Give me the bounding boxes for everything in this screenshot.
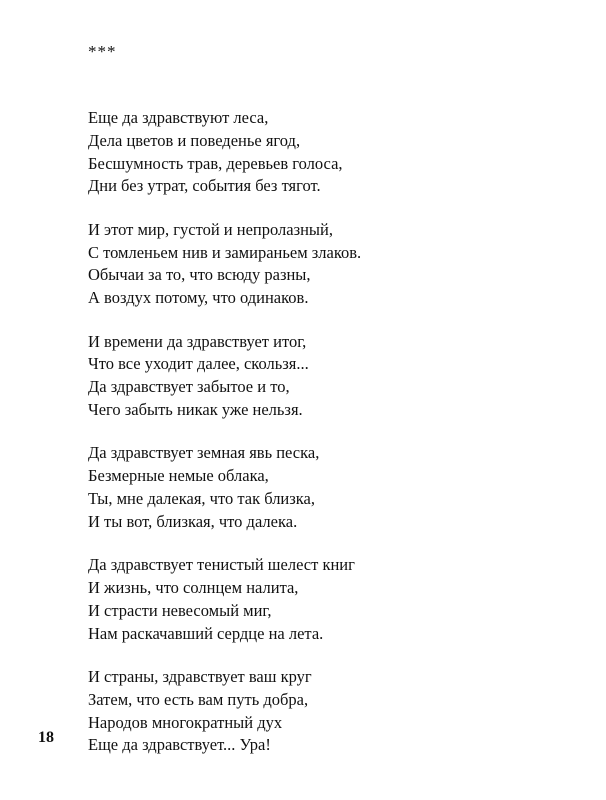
poem-line: Ты, мне далекая, что так близка,	[88, 488, 315, 508]
poem-line: И страсти невесомый миг,	[88, 600, 272, 620]
poem-line: Да здравствует забытое и то,	[88, 377, 290, 397]
poem-line: Обычаи за то, что всюду разны,	[88, 265, 311, 285]
poem-line: Да здравствует тенистый шелест книг	[88, 555, 355, 575]
poem-line: Что все уходит далее, скользя...	[88, 354, 309, 374]
poem	[88, 107, 568, 778]
stanza	[88, 442, 568, 533]
poem-line: Бесшумность трав, деревьев голоса,	[88, 153, 343, 173]
section-divider: ***	[88, 42, 117, 61]
poem-line: Дни без утрат, события без тягот.	[88, 176, 321, 196]
stanza	[88, 666, 568, 757]
stanza	[88, 219, 568, 310]
poem-line: Затем, что есть вам путь добра,	[88, 689, 309, 709]
stanza	[88, 331, 568, 422]
page-number: 18	[38, 729, 54, 746]
poem-line: Еще да здравствует... Ура!	[88, 735, 271, 755]
poem-line: И этот мир, густой и непролазный,	[88, 219, 333, 239]
poem-line: С томленьем нив и замираньем злаков.	[88, 242, 362, 262]
poem-line: Нам раскачавший сердце на лета.	[88, 623, 324, 643]
poem-line: Да здравствует земная явь песка,	[88, 443, 320, 463]
poem-line: Дела цветов и поведенье ягод,	[88, 130, 301, 150]
poem-line: Еще да здравствуют леса,	[88, 108, 269, 127]
poem-line: И времени да здравствует итог,	[88, 331, 307, 351]
poem-line: Чего забыть никак уже нельзя.	[88, 399, 303, 419]
poem-line: Народов многократный дух	[88, 712, 283, 732]
poem-line: А воздух потому, что одинаков.	[88, 288, 309, 308]
poem-line: И ты вот, близкая, что далека.	[88, 511, 298, 531]
poem-line: Безмерные немые облака,	[88, 466, 269, 486]
stanza	[88, 107, 568, 198]
stanza	[88, 554, 568, 645]
poem-line: И страны, здравствует ваш круг	[88, 666, 312, 686]
poem-line: И жизнь, что солнцем налита,	[88, 577, 299, 597]
